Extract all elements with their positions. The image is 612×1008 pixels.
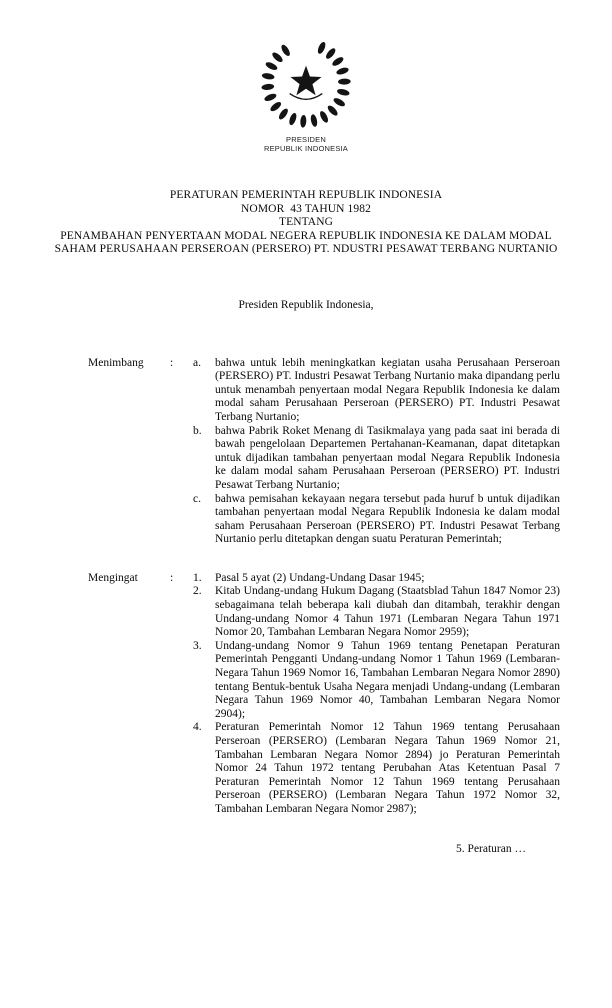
title-line-4: PENAMBAHAN PENYERTAAN MODAL NEGERA REPUBLIK INDONESIA KE DALAM MODAL SAHAM PERUSAHAAN PERSEROAN (PERSERO) PT. NDUSTRI PESAWAT TERBANG NURTANIO — [54, 229, 558, 256]
item-marker: c. — [193, 492, 201, 505]
title-line-3: TENTANG — [278, 216, 334, 229]
star-icon — [290, 66, 321, 96]
catchword: 5. Peraturan … — [456, 842, 526, 855]
item-text: Kitab Undang-undang Hukum Dagang (Staatsblad Tahun 1847 Nomor 23) sebagaimana telah beberapa kali diubah dan ditambah, terakhir dengan Undang-undang Nomor 4 Tahun 1971 (Lembaran Negara Tahun 1971 Nomor 20, Tambahan Lembaran Negara Nomor 2959); — [215, 585, 560, 639]
list-item — [193, 493, 560, 547]
item-text: bahwa untuk lebih meningkatkan kegiatan usaha Perusahaan Perseroan (PERSERO) PT. Industri Pesawat Terbang Nurtanio maka dipandang perlu untuk menambah penyertaan modal Negara Republik Indonesia ke dalam modal saham Perusahaan Perseroan (PERSERO) PT. Industri Pesawat Terbang Nurtanio; — [215, 356, 560, 423]
section-colon: : — [170, 356, 174, 369]
item-marker: 3. — [193, 639, 202, 652]
list-item — [193, 357, 560, 425]
seal-subtitle: REPUBLIK INDONESIA — [263, 144, 349, 153]
section-items — [193, 572, 560, 817]
item-marker: 1. — [193, 571, 202, 584]
list-item — [193, 425, 560, 493]
item-marker: 2. — [193, 585, 202, 598]
item-text: Undang-undang Nomor 9 Tahun 1969 tentang Penetapan Peraturan Pemerintah Pengganti Undang-undang Nomor 1 Tahun 1969 (Lembaran-Negara Tahun 1969 Nomor 16, Tambahan Lembaran Negara Nomor 2890) tentang Bentuk-bentuk Usaha Negara menjadi Undang-undang (Lembaran Negara Tahun 1969 Nomor 40, Tambahan Lembaran Negara Nomor 2904); — [215, 639, 560, 720]
item-marker: b. — [193, 424, 202, 437]
list-item — [193, 640, 560, 722]
item-marker: a. — [193, 356, 201, 369]
title-line-2: NOMOR 43 TAHUN 1982 — [241, 202, 371, 215]
item-marker: 4. — [193, 721, 202, 734]
list-item — [193, 572, 560, 586]
item-text: Peraturan Pemerintah Nomor 12 Tahun 1969 tentang Perusahaan Perseroan (PERSERO) (Lembaran Negara Tahun 1969 Nomor 21, Tambahan Lembaran Negara Nomor 2894) jo Peraturan Pemerintah Nomor 24 Tahun 1972 tentang Perubahan Atas Ketentuan Pasal 7 Peraturan Pemerintah Nomor 12 Tahun 1969 tentang Perusahaan Perseroan (PERSERO) (Lembaran Negara Tahun 1972 Nomor 32, Tambahan Lembaran Negara Nomor 2987); — [215, 721, 560, 815]
item-text: bahwa pemisahan kekayaan negara tersebut pada huruf b untuk dijadikan tambahan penyertaan modal Negara Republik Indonesia ke dalam modal saham Perusahaan Perseroan (PERSERO) PT. Industri Pesawat Terbang Nurtanio perlu ditetapkan dengan suatu Peraturan Pemerintah; — [215, 492, 560, 546]
section-items — [193, 357, 560, 547]
presidential-emblem-icon — [258, 34, 354, 130]
section-menimbang — [88, 357, 560, 547]
item-text: bahwa Pabrik Roket Menang di Tasikmalaya yang pada saat ini berada di bawah pengelolaan Departemen Pertahanan-Keamanan, dapat ditetapkan untuk dijadikan tambahan penyertaan modal Negara Republik Indonesia ke dalam modal saham Perusahaan Perseroan (PERSERO) PT. Industri Pesawat Terbang Nurtanio; — [215, 424, 560, 491]
list-item — [193, 721, 560, 816]
section-label: Mengingat — [88, 571, 138, 584]
section-colon: : — [170, 571, 174, 584]
list-item — [193, 585, 560, 639]
document-title-block — [54, 189, 559, 257]
item-text: Pasal 5 ayat (2) Undang-Undang Dasar 1945; — [215, 571, 425, 584]
section-label: Menimbang — [88, 356, 144, 369]
letterhead — [0, 0, 612, 153]
salutation: Presiden Republik Indonesia, — [238, 298, 374, 311]
seal-title: PRESIDEN — [286, 135, 326, 144]
section-mengingat — [88, 572, 560, 817]
title-line-1: PERATURAN PEMERINTAH REPUBLIK INDONESIA — [169, 189, 443, 201]
